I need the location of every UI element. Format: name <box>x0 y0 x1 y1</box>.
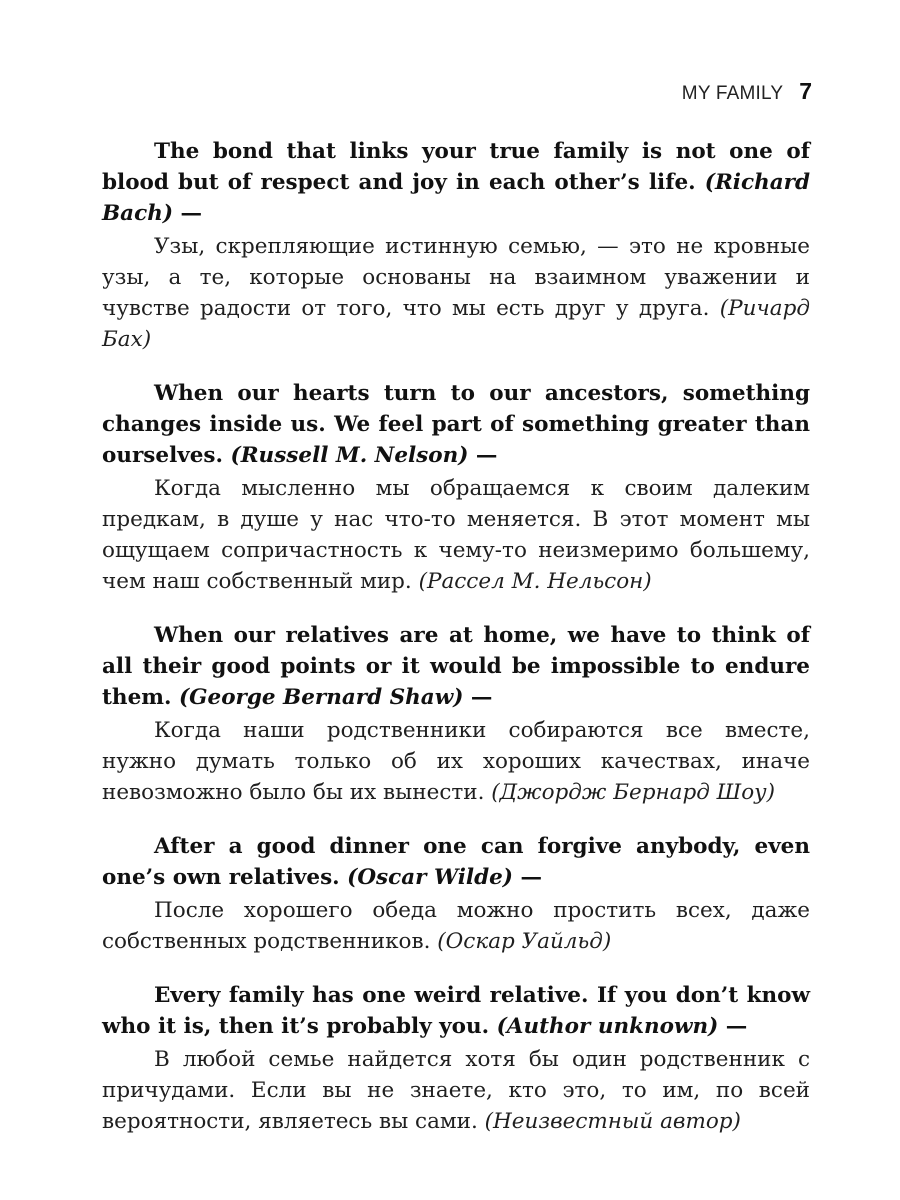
page-content <box>102 136 810 1160</box>
russian-translation-author: (Оскар Уайльд) <box>437 929 612 954</box>
quote-dash: — <box>512 865 542 890</box>
quote-entry <box>102 378 810 597</box>
quote-dash: — <box>173 201 202 226</box>
russian-translation-text: В любой семье найдется хотя бы один родственник с причудами. Если вы не знаете, кто это, то им, по всей вероятности, являетесь вы сами. <box>102 1047 810 1134</box>
page-number: 7 <box>799 78 812 104</box>
russian-translation-author: (Джордж Бернард Шоу) <box>491 780 776 805</box>
russian-translation-text: Узы, скрепляющие истинную семью, — это не кровные узы, а те, которые основаны на взаимном уважении и чувстве радости от того, что мы есть друг у друга. <box>102 234 810 321</box>
quote-dash: — <box>463 685 493 710</box>
russian-translation-author: (Ричард Бах) <box>102 296 811 352</box>
quote-dash: — <box>718 1014 748 1039</box>
english-quote <box>102 831 810 893</box>
english-quote <box>102 980 810 1042</box>
english-quote-text: Every family has one weird relative. If you don’t know who it is, then it’s probably you. <box>102 983 810 1039</box>
russian-translation <box>102 231 810 355</box>
english-quote-author: (Russell M. Nelson) <box>230 443 469 468</box>
quote-entry <box>102 620 810 808</box>
russian-translation <box>102 715 810 808</box>
russian-translation-text: Когда мысленно мы обращаемся к своим далеким предкам, в душе у нас что-то меняется. В этот момент мы ощущаем сопричастность к чему-то неизмеримо большему, чем наш собственный мир. <box>102 476 810 594</box>
english-quote <box>102 620 810 713</box>
quote-entry <box>102 980 810 1137</box>
russian-translation <box>102 895 810 957</box>
running-header <box>682 78 812 105</box>
english-quote-text: The bond that links your true family is not one of blood but of respect and joy in each other’s life. <box>102 139 810 195</box>
quote-entry <box>102 136 810 355</box>
russian-translation <box>102 1044 810 1137</box>
quote-dash: — <box>468 443 498 468</box>
english-quote-text: When our hearts turn to our ancestors, something changes inside us. We feel part of something greater than ourselves. <box>102 381 810 468</box>
english-quote-author: (Author unknown) <box>496 1014 719 1039</box>
english-quote <box>102 378 810 471</box>
quote-entry <box>102 831 810 957</box>
russian-translation-author: (Рассел М. Нельсон) <box>418 569 652 594</box>
english-quote-text: After a good dinner one can forgive anybody, even one’s own relatives. <box>102 834 810 890</box>
english-quote-author: (Oscar Wilde) <box>347 865 513 890</box>
english-quote-author: (Richard Bach) <box>102 170 810 226</box>
russian-translation-text: После хорошего обеда можно простить всех, даже собственных родственников. <box>102 898 810 954</box>
russian-translation-text: Когда наши родственники собираются все вместе, нужно думать только об их хороших качествах, иначе невозможно было бы их вынести. <box>102 718 810 805</box>
section-title: MY FAMILY <box>681 83 784 104</box>
english-quote <box>102 136 810 229</box>
english-quote-text: When our relatives are at home, we have to think of all their good points or it would be impossible to endure them. <box>102 623 810 710</box>
russian-translation-author: (Неизвестный автор) <box>484 1109 741 1134</box>
russian-translation <box>102 473 810 597</box>
english-quote-author: (George Bernard Shaw) <box>178 685 464 710</box>
